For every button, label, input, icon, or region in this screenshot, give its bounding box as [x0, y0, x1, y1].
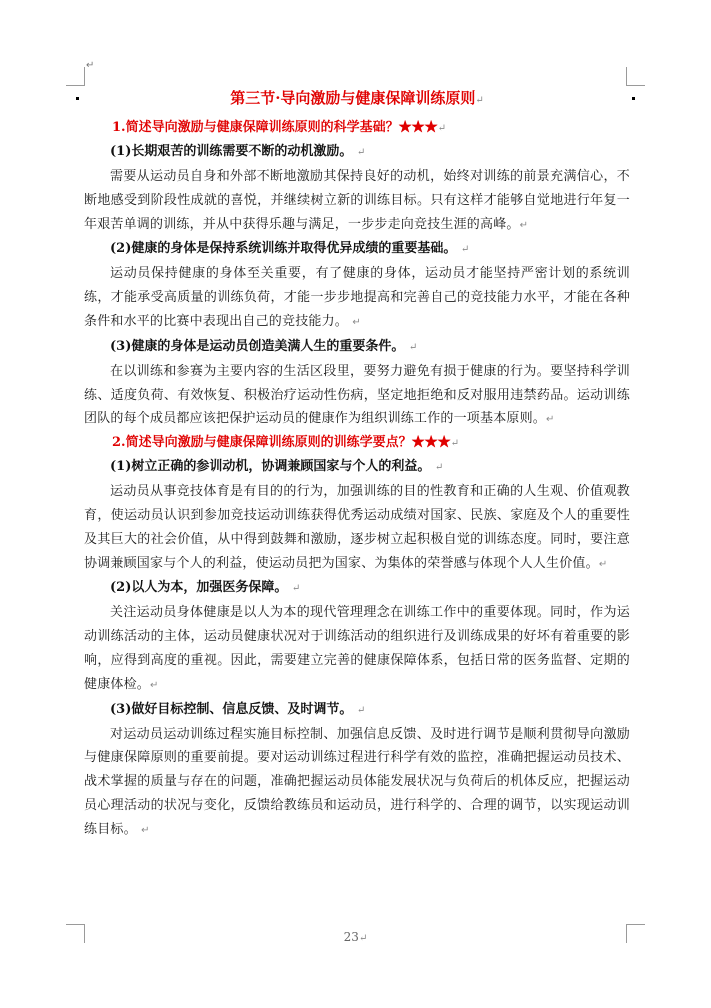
page-number: 23↵ [343, 930, 368, 944]
question-heading: 1.简述导向激励与健康保障训练原则的科学基础？★★★↵ [112, 120, 446, 135]
point-heading: (1)长期艰苦的训练需要不断的动机激励。 ↵ [110, 144, 366, 159]
page-title: 第三节·导向激励与健康保障训练原则↵ [230, 89, 484, 107]
point-heading: (1)树立正确的参训动机，协调兼顾国家与个人的利益。 ↵ [110, 459, 444, 475]
paragraph-mark-icon: ↵ [434, 462, 444, 474]
point-heading: (2)以人为本，加强医务保障。 ↵ [110, 580, 301, 596]
paragraph-mark-icon: ↵ [437, 123, 446, 134]
point-paragraph: 对运动员运动训练过程实施目标控制、加强信息反馈、及时进行调节是顺利贯彻导向激励与健康保障原则的重要前提。要对运动训练过程进行科学有效的监控，准确把握运动员技术、战术掌握的质量与存在的问题，准确把握运动员体能发展状况与负荷后的机体反应，把握运动员心理活动的状况与变化，反馈给教练员和运动员，进行科学的、合理的调节，以实现运动训练目标。 ↵ [84, 726, 630, 837]
paragraph-mark-icon: ↵ [519, 219, 529, 231]
point-heading: (3)健康的身体是运动员创造美满人生的重要条件。 ↵ [110, 338, 418, 354]
paragraph-mark-icon: ↵ [150, 679, 159, 691]
paragraph-mark-icon: ↵ [141, 824, 150, 836]
section [84, 432, 630, 842]
question-heading: 2.简述导向激励与健康保障训练原则的训练学要点？★★★↵ [112, 435, 459, 451]
paragraph-mark-icon: ↵ [356, 147, 366, 158]
star-rating: ★★★ [411, 435, 451, 451]
section [84, 117, 630, 432]
document-body [84, 86, 630, 843]
point-paragraph: 在以训练和参赛为主要内容的生活区段里，要努力避免有损于健康的行为。要坚持科学训练、适度负荷、有效恢复、积极治疗运动性伤病，坚定地拒绝和反对服用违禁药品。运动训练团队的每个成员都应该把保护运动员的健康作为组织训练工作的一项基本原则。↵ [84, 363, 630, 427]
paragraph-mark-icon: ↵ [546, 414, 555, 426]
paragraph-mark-icon: ↵ [356, 704, 366, 716]
crop-mark-top-left [66, 67, 85, 86]
margin-dot-left [76, 97, 79, 100]
margin-dot-right [632, 97, 635, 100]
crop-mark-top-right [626, 67, 645, 86]
paragraph-mark-icon: ↵ [291, 583, 301, 595]
paragraph-mark-icon: ↵ [352, 316, 361, 328]
paragraph-mark-icon: ↵ [475, 95, 484, 106]
paragraph-mark-icon: ↵ [450, 438, 459, 450]
point-paragraph: 运动员保持健康的身体至关重要，有了健康的身体，运动员才能坚持严密计划的系统训练，才能承受高质量的训练负荷，才能一步步地提高和完善自己的竞技能力水平，才能在各种条件和水平的比赛中表现出自己的竞技能力。 ↵ [84, 266, 630, 329]
star-rating: ★★★ [398, 120, 438, 135]
point-paragraph: 需要从运动员自身和外部不断地激励其保持良好的动机，始终对训练的前景充满信心，不断地感受到阶段性成就的喜悦，并继续树立新的训练目标。只有这样才能够自觉地进行年复一年艰苦单调的训练，并从中获得乐趣与满足，一步步走向竞技生涯的高峰。↵ [84, 169, 630, 232]
point-heading: (2)健康的身体是保持系统训练并取得优异成绩的重要基础。 ↵ [110, 241, 470, 257]
paragraph-mark-icon: ↵ [358, 933, 368, 944]
paragraph-mark-icon: ↵ [86, 60, 95, 71]
paragraph-mark-icon: ↵ [460, 244, 470, 256]
paragraph-mark-icon: ↵ [408, 341, 418, 353]
point-heading: (3)做好目标控制、信息反馈、及时调节。 ↵ [110, 701, 366, 717]
point-paragraph: 关注运动员身体健康是以人为本的现代管理理念在训练工作中的重要体现。同时，作为运动训练活动的主体，运动员健康状况对于训练活动的组织进行及训练成果的好坏有着重要的影响，应得到高度的重视。因此，需要建立完善的健康保障体系，包括日常的医务监督、定期的健康体检。↵ [84, 605, 630, 692]
paragraph-mark-icon: ↵ [598, 558, 608, 570]
point-paragraph: 运动员从事竞技体育是有目的的行为，加强训练的目的性教育和正确的人生观、价值观教育，使运动员认识到参加竞技运动训练获得优秀运动成绩对国家、民族、家庭及个人的重要性及其巨大的社会价值，从中得到鼓舞和激励，逐步树立起积极自觉的训练态度。同时，要注意协调兼顾国家与个人的利益，使运动员把为国家、为集体的荣誉感与体现个人人生价值。↵ [84, 484, 630, 571]
